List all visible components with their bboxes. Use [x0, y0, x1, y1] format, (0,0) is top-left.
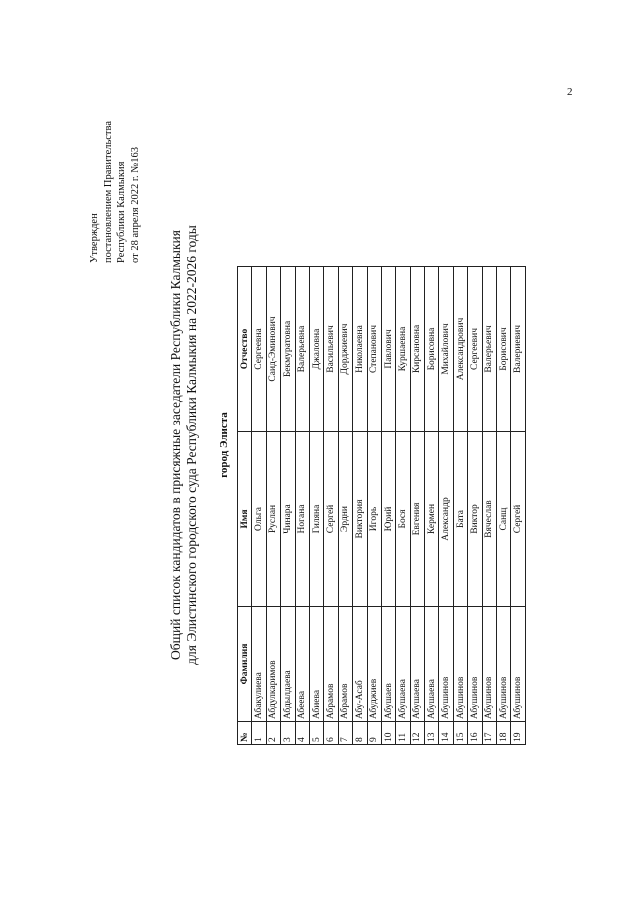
table-row — [309, 267, 323, 745]
table-row — [381, 267, 395, 745]
cell-number: 12 — [410, 722, 424, 745]
cell-surname: Абушаева — [425, 607, 439, 722]
cell-patronymic: Степанович — [367, 267, 381, 432]
approval-line-2: постановлением Правительства — [102, 120, 114, 263]
cell-surname: Абушинов — [497, 607, 511, 722]
table-row — [367, 267, 381, 745]
table-body — [252, 267, 525, 745]
cell-patronymic: Сергеевна — [252, 267, 266, 432]
table-row — [482, 267, 496, 745]
table-row — [410, 267, 424, 745]
cell-surname: Абуджиев — [367, 607, 381, 722]
cell-number: 10 — [381, 722, 395, 745]
title-line-2: для Элистинского городского суда Республики Калмыкия на 2022-2026 годы — [184, 225, 199, 665]
cell-name: Руслан — [266, 432, 280, 607]
cell-surname: Абушинов — [453, 607, 467, 722]
cell-surname: Абу-Асаб — [353, 607, 367, 722]
table-row — [468, 267, 482, 745]
cell-number: 5 — [309, 722, 323, 745]
cell-surname: Абушинов — [482, 607, 496, 722]
cell-number: 3 — [281, 722, 295, 745]
cell-number: 9 — [367, 722, 381, 745]
cell-name: Евгения — [410, 432, 424, 607]
table-row — [295, 267, 309, 745]
cell-name: Вячеслав — [482, 432, 496, 607]
cell-number: 1 — [252, 722, 266, 745]
cell-number: 2 — [266, 722, 280, 745]
table-row — [338, 267, 352, 745]
cell-name: Ольга — [252, 432, 266, 607]
cell-name: Ногана — [295, 432, 309, 607]
cell-surname: Абиева — [309, 607, 323, 722]
cell-name: Виктория — [353, 432, 367, 607]
city-heading: город Элиста — [218, 412, 230, 478]
cell-patronymic: Сергеевич — [468, 267, 482, 432]
cell-patronymic: Александрович — [453, 267, 467, 432]
cell-patronymic: Саид-Эминович — [266, 267, 280, 432]
approval-line-4: от 28 апреля 2022 г. №163 — [129, 147, 141, 263]
header-surname: Фамилия — [238, 607, 252, 722]
cell-patronymic: Борисовна — [425, 267, 439, 432]
cell-patronymic: Кирсановна — [410, 267, 424, 432]
cell-patronymic: Джаловна — [309, 267, 323, 432]
table-row — [281, 267, 295, 745]
title-line-1: Общий список кандидатов в присяжные заседатели Республики Калмыкия — [168, 230, 183, 660]
cell-name: Сергей — [324, 432, 338, 607]
table-row — [425, 267, 439, 745]
approval-line-1: Утвержден — [89, 213, 100, 263]
cell-surname: Абушинов — [439, 607, 453, 722]
cell-patronymic: Николаевна — [353, 267, 367, 432]
cell-surname: Абушинов — [468, 607, 482, 722]
cell-surname: Абушаева — [396, 607, 410, 722]
header-patronymic: Отчество — [238, 267, 252, 432]
cell-number: 7 — [338, 722, 352, 745]
cell-name: Сергей — [511, 432, 525, 607]
table-row — [324, 267, 338, 745]
cell-name: Игорь — [367, 432, 381, 607]
cell-name: Гиляна — [309, 432, 323, 607]
cell-surname: Абеева — [295, 607, 309, 722]
table-row — [252, 267, 266, 745]
cell-patronymic: Михайлович — [439, 267, 453, 432]
cell-surname: Абушинов — [511, 607, 525, 722]
cell-number: 17 — [482, 722, 496, 745]
table-row — [511, 267, 525, 745]
cell-patronymic: Валерьевич — [482, 267, 496, 432]
cell-name: Бося — [396, 432, 410, 607]
cell-number: 15 — [453, 722, 467, 745]
table-row — [396, 267, 410, 745]
cell-number: 16 — [468, 722, 482, 745]
cell-patronymic: Павлович — [381, 267, 395, 432]
table-row — [497, 267, 511, 745]
approval-line-3: Республики Калмыкия — [116, 161, 127, 263]
cell-number: 11 — [396, 722, 410, 745]
cell-number: 18 — [497, 722, 511, 745]
cell-name: Эрдни — [338, 432, 352, 607]
cell-number: 14 — [439, 722, 453, 745]
cell-name: Бата — [453, 432, 467, 607]
cell-surname: Абушаева — [410, 607, 424, 722]
approval-block — [88, 121, 142, 263]
cell-patronymic: Борисович — [497, 267, 511, 432]
cell-number: 6 — [324, 722, 338, 745]
cell-patronymic: Васильевич — [324, 267, 338, 432]
cell-name: Юрий — [381, 432, 395, 607]
cell-surname: Абдулкаримов — [266, 607, 280, 722]
cell-patronymic: Валериевич — [511, 267, 525, 432]
cell-name: Санщ — [497, 432, 511, 607]
cell-number: 13 — [425, 722, 439, 745]
table-row — [453, 267, 467, 745]
cell-name: Александр — [439, 432, 453, 607]
cell-number: 8 — [353, 722, 367, 745]
table-row — [439, 267, 453, 745]
table-row — [353, 267, 367, 745]
cell-surname: Абдылдаева — [281, 607, 295, 722]
cell-name: Виктор — [468, 432, 482, 607]
candidates-table — [237, 266, 526, 745]
cell-surname: Абрамов — [324, 607, 338, 722]
page-number: 2 — [567, 86, 573, 98]
cell-number: 19 — [511, 722, 525, 745]
cell-number: 4 — [295, 722, 309, 745]
cell-patronymic: Дорджиевич — [338, 267, 352, 432]
table-row — [266, 267, 280, 745]
cell-surname: Абакулиева — [252, 607, 266, 722]
cell-patronymic: Валерьевна — [295, 267, 309, 432]
cell-name: Кермен — [425, 432, 439, 607]
header-number: № — [238, 722, 252, 745]
cell-name: Чинара — [281, 432, 295, 607]
cell-patronymic: Куршаевна — [396, 267, 410, 432]
cell-surname: Абушаев — [381, 607, 395, 722]
document-title — [168, 105, 200, 785]
header-name: Имя — [238, 432, 252, 607]
cell-surname: Абрамов — [338, 607, 352, 722]
cell-patronymic: Бекмуратовна — [281, 267, 295, 432]
table-header-row — [238, 267, 252, 745]
